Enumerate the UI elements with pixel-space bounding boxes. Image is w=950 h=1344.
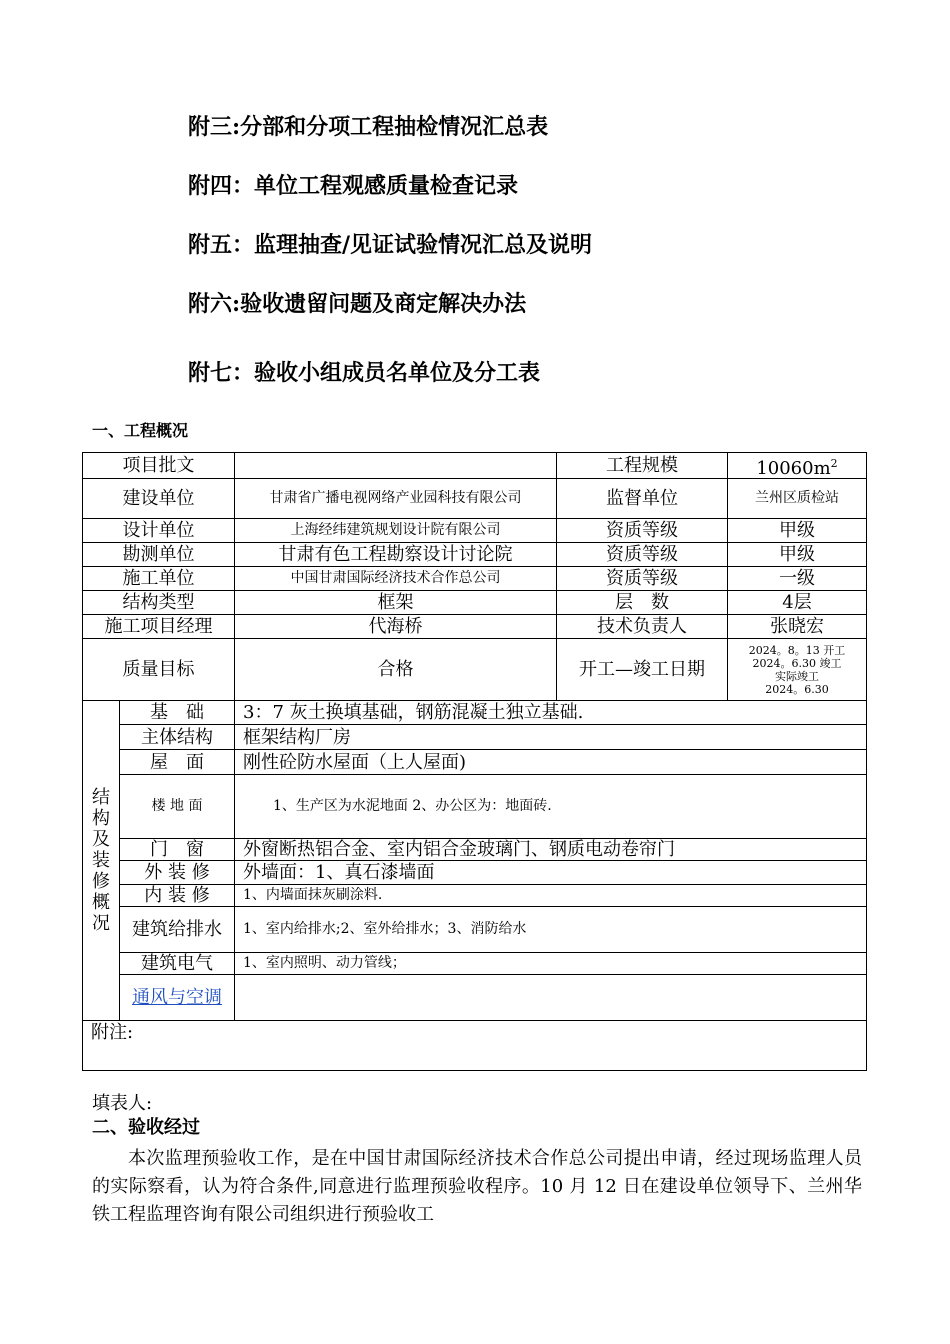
label-doors-windows: 门 窗: [120, 839, 235, 861]
group-label-structure-decoration: 结构及装修概况: [83, 701, 120, 1021]
acceptance-paragraph: 本次监理预验收工作，是在中国甘肃国际经济技术合作总公司提出申请，经过现场监理人员的实际察看，认为符合条件,同意进行监理预验收程序。10 月 12 日在建设单位领导下、兰州华铁工程监理咨询有限公司组织进行预验收工: [92, 1148, 862, 1225]
table-row: [83, 615, 867, 639]
table-row: [83, 907, 867, 953]
value-contractor: 中国甘肃国际经济技术合作总公司: [235, 567, 557, 591]
value-interior-finish: 1、内墙面抹灰刷涂料.: [235, 885, 867, 907]
project-overview-table: [82, 452, 867, 1071]
actual-end-label: 实际竣工: [775, 669, 819, 683]
value-floor-finish: 1、生产区为水泥地面 2、办公区为：地面砖.: [235, 775, 867, 839]
table-row: [83, 591, 867, 615]
value-qualification: 一级: [728, 567, 867, 591]
value-project-approval: [235, 453, 557, 479]
label-qualification: 资质等级: [557, 567, 728, 591]
label-contractor: 施工单位: [83, 567, 235, 591]
value-foundation: 3：7 灰土换填基础，钢筋混凝土独立基础.: [235, 701, 867, 725]
appendix-4: 附四：单位工程观感质量检查记录: [188, 173, 519, 199]
label-main-structure: 主体结构: [120, 725, 235, 750]
value-start-end-date: [728, 639, 867, 701]
label-project-approval: 项目批文: [83, 453, 235, 479]
value-quality-target: 合格: [235, 639, 557, 701]
label-structure-type: 结构类型: [83, 591, 235, 615]
value-plumbing: 1、室内给排水;2、室外给排水；3、消防给水: [235, 907, 867, 953]
value-hvac: [235, 975, 867, 1021]
value-owner: 甘肃省广播电视网络产业园科技有限公司: [235, 479, 557, 519]
value-designer: 上海经纬建筑规划设计院有限公司: [235, 519, 557, 543]
table-row: [83, 639, 867, 701]
appendix-6: 附六:验收遗留问题及商定解决办法: [188, 291, 527, 317]
value-qualification: 甲级: [728, 543, 867, 567]
table-row: [83, 885, 867, 907]
table-row: [83, 701, 867, 725]
label-hvac[interactable]: [120, 975, 235, 1021]
actual-end-date: 2024。6.30: [765, 682, 829, 696]
label-designer: 设计单位: [83, 519, 235, 543]
label-plumbing: 建筑给排水: [120, 907, 235, 953]
filler-label: 填表人:: [92, 1093, 153, 1114]
table-row: [83, 725, 867, 750]
table-row: [83, 567, 867, 591]
table-row: [83, 479, 867, 519]
appendix-5: 附五：监理抽查/见证试验情况汇总及说明: [188, 232, 593, 258]
value-main-structure: 框架结构厂房: [235, 725, 867, 750]
label-project-manager: 施工项目经理: [83, 615, 235, 639]
table-row: [83, 861, 867, 885]
label-start-end-date: 开工—竣工日期: [557, 639, 728, 701]
table-row: [83, 519, 867, 543]
section-2-title: 二、验收经过: [92, 1117, 200, 1138]
value-surveyor: 甘肃有色工程勘察设计讨论院: [235, 543, 557, 567]
label-exterior-finish: 外 装 修: [120, 861, 235, 885]
table-row: [83, 1021, 867, 1071]
label-surveyor: 勘测单位: [83, 543, 235, 567]
label-roof: 屋 面: [120, 750, 235, 775]
label-interior-finish: 内 装 修: [120, 885, 235, 907]
table-row: [83, 775, 867, 839]
value-floors: 4层: [728, 591, 867, 615]
value-supervision: 兰州区质检站: [728, 479, 867, 519]
table-row: [83, 953, 867, 975]
table-row: [83, 543, 867, 567]
table-row: [83, 750, 867, 775]
label-qualification: 资质等级: [557, 543, 728, 567]
label-project-scale: 工程规模: [557, 453, 728, 479]
start-date: 2024。8。13 开工: [748, 643, 846, 657]
label-owner: 建设单位: [83, 479, 235, 519]
value-qualification: 甲级: [728, 519, 867, 543]
label-supervision: 监督单位: [557, 479, 728, 519]
value-exterior-finish: 外墙面：1、真石漆墙面: [235, 861, 867, 885]
label-qualification: 资质等级: [557, 519, 728, 543]
appendix-3: 附三:分部和分项工程抽检情况汇总表: [188, 114, 549, 140]
label-electrical: 建筑电气: [120, 953, 235, 975]
section-1-title: 一、工程概况: [92, 421, 189, 440]
label-tech-lead: 技术负责人: [557, 615, 728, 639]
value-electrical: 1、室内照明、动力管线；: [235, 953, 867, 975]
value-tech-lead: 张晓宏: [728, 615, 867, 639]
value-roof: 刚性砼防水屋面（上人屋面): [235, 750, 867, 775]
label-quality-target: 质量目标: [83, 639, 235, 701]
value-project-scale: $10060m^2$: [728, 453, 867, 479]
table-row: [83, 975, 867, 1021]
table-row: [83, 839, 867, 861]
label-foundation: 基 础: [120, 701, 235, 725]
hvac-link[interactable]: 通风与空调: [132, 986, 222, 1008]
value-structure-type: 框架: [235, 591, 557, 615]
label-floor-finish: 楼 地 面: [120, 775, 235, 839]
planned-end-date: 2024。6.30 竣工: [752, 656, 842, 670]
value-project-manager: 代海桥: [235, 615, 557, 639]
value-doors-windows: 外窗断热铝合金、室内铝合金玻璃门、钢质电动卷帘门: [235, 839, 867, 861]
table-row: [83, 453, 867, 479]
appendix-7: 附七：验收小组成员名单位及分工表: [188, 360, 541, 386]
note-cell: 附注:: [83, 1021, 867, 1071]
label-floors: 层 数: [557, 591, 728, 615]
